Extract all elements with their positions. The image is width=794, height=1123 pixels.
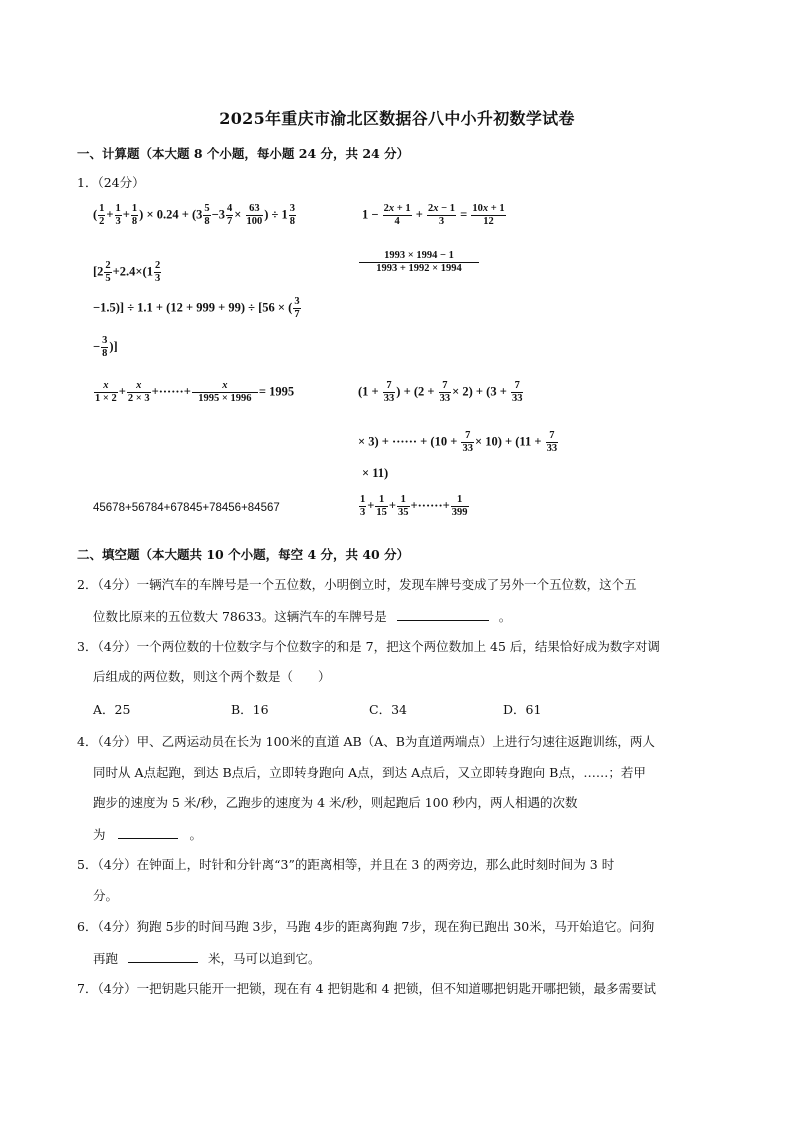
question-2-line1: 2．（4分）一辆汽车的车牌号是一个五位数，小明倒立时，发现车牌号变成了另外一个五位数，这个五: [77, 577, 637, 592]
question-4-prefix: 为: [93, 827, 106, 842]
question-1-header: 1．（24分）: [77, 175, 145, 190]
option-a[interactable]: A．25: [93, 702, 131, 717]
question-7-line1: 7．（4分）一把钥匙只能开一把锁，现在有 4 把钥匙和 4 把锁，但不知道哪把钥匙开哪把锁，最多需要试: [77, 981, 656, 996]
option-c[interactable]: C．34: [369, 702, 407, 717]
question-4-end: 。: [189, 827, 202, 842]
calc-expression-4: $\frac{1993 \times 1994 - 1}{1993 + 1992 \times 1994}$: [358, 250, 480, 275]
option-b[interactable]: B．16: [231, 702, 269, 717]
calc-expression-2: 1 − $\frac{2x + 1}{4}$ + $\frac{2x - 1}{3}$ = $\frac{10x + 1}{12}$: [362, 203, 505, 227]
calc-expression-3-line3: − $\frac{3}{8}$ )]: [93, 335, 118, 359]
answer-blank-q6[interactable]: [128, 950, 198, 963]
calc-expression-3-line2: −1.5)] ÷ 1.1 + (12 + 999 + 99) ÷ [56 × ( $\frac{3}{7}$: [93, 296, 300, 320]
question-6-end: 米，马可以追到它。: [207, 951, 321, 966]
section-1-heading: 一、计算题（本大题 8 个小题，每小题 24 分，共 24 分）: [77, 146, 410, 161]
section-2-heading: 二、填空题（本大题共 10 个小题，每空 4 分，共 40 分）: [77, 547, 410, 562]
calc-expression-6-line2: × 3) + ······ + (10 + $\frac{7}{33}$ × 10) + (11 + $\frac{7}{33}$: [358, 430, 558, 454]
question-2-text: 位数比原来的五位数大 78633。这辆汽车的车牌号是: [93, 609, 387, 624]
question-6-prefix: 再跑: [93, 951, 119, 966]
answer-blank-q4[interactable]: [118, 826, 178, 839]
question-5-line1: 5．（4分）在钟面上，时针和分针离“3”的距离相等，并且在 3 的两旁边，那么此时刻时间为 3 时: [77, 857, 615, 872]
question-4-line2: 同时从 A点起跑，到达 B点后，立即转身跑向 A点，到达 A点后，又立即转身跑向 B点，……；若甲: [93, 765, 646, 780]
question-6-line1: 6．（4分）狗跑 5步的时间马跑 3步，马跑 4步的距离狗跑 7步，现在狗已跑出 30米，马开始追它。问狗: [77, 919, 655, 934]
calc-expression-1: ( $\frac{1}{2}$ + $\frac{1}{3}$ + $\frac{1}{8}$ ) × 0.24 + (3 $\frac{5}{8}$ −3 $\frac{4}{7}$ × $\frac{63}{100}$ ) ÷ 1 $\frac{3}{8}$: [93, 203, 296, 227]
question-3-line2: 后组成的两位数，则这个两个数是（ ）: [93, 669, 331, 684]
calc-expression-6-line1: (1 + $\frac{7}{33}$ ) + (2 + $\frac{7}{33}$ × 2) + (3 + $\frac{7}{33}$: [358, 380, 523, 404]
question-4-line3: 跑步的速度为 5 米/秒，乙跑步的速度为 4 米/秒，则起跑后 100 秒内，两人相遇的次数: [93, 795, 578, 810]
calc-expression-3-line1: [2 $\frac{2}{5}$ +2.4×(1 $\frac{2}{3}$: [93, 260, 161, 284]
question-6-line2: [93, 950, 321, 967]
question-4-line4: [93, 826, 202, 843]
question-2-line2: [93, 608, 511, 625]
calc-expression-8: $\frac{1}{3}$ + $\frac{1}{15}$ + $\frac{1}{35}$ +······+ $\frac{1}{399}$: [360, 494, 468, 518]
question-2-end: 。: [498, 609, 512, 624]
calc-expression-5: $\frac{x}{1 \times 2}$ + $\frac{x}{2 \times 3}$ +······+ $\frac{x}{1995 \times 1996}$ = 1995: [95, 380, 295, 404]
question-3-line1: 3．（4分）一个两位数的十位数字与个位数字的和是 7，把这个两位数加上 45 后，结果恰好成为数字对调: [77, 639, 660, 654]
calc-expression-6-line3: × 11): [362, 466, 389, 480]
option-d[interactable]: D．61: [503, 702, 542, 717]
page-title: 2025年重庆市渝北区数据谷八中小升初数学试卷: [219, 109, 575, 128]
answer-blank-q2[interactable]: [397, 608, 489, 621]
calc-expression-7: 45678+56784+67845+78456+84567: [93, 502, 280, 514]
question-5-line2: 分。: [93, 888, 119, 903]
question-4-line1: 4．（4分）甲、乙两运动员在长为 100米的直道 AB（A、B为直道两端点）上进行匀速往返跑训练，两人: [77, 734, 655, 749]
